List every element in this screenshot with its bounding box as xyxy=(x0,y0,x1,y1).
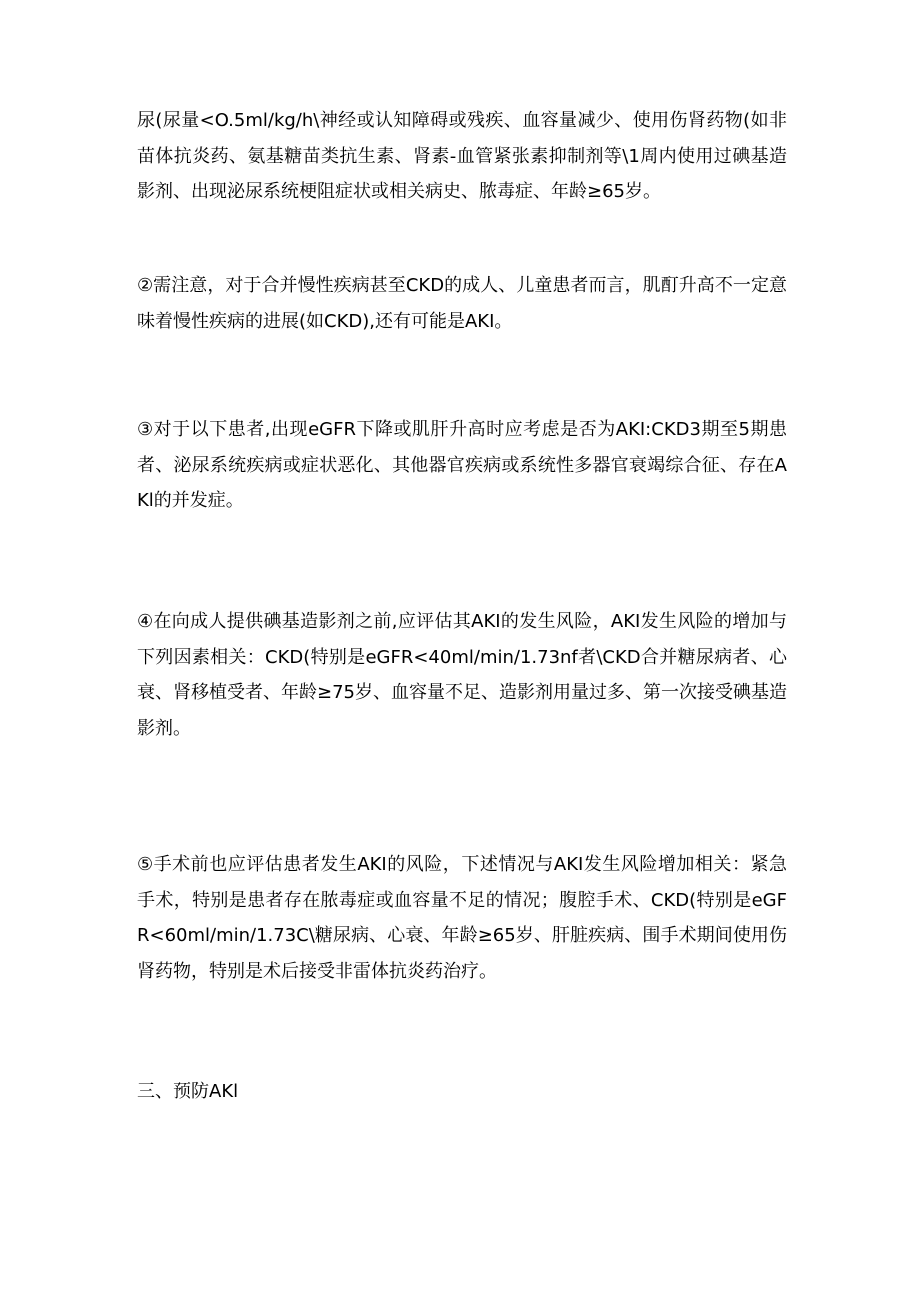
paragraph-note-3: ③对于以下患者,出现eGFR下降或肌肝升高时应考虑是否为AKI:CKD3期至5期患者、泌尿系统疾病或症状恶化、其他器官疾病或系统性多器官衰竭综合征、存在AKl的并发症。 xyxy=(137,419,787,511)
paragraph-risk-factors: 尿(尿量<O.5ml∕kg∕h\神经或认知障碍或残疾、血容量减少、使用伤肾药物(如非苗体抗炎药、氨基糖苗类抗生素、肾素-血管紧张素抑制剂等\1周内使用过碘基造影剂、出现泌尿系统梗阻症状或相关病史、脓毒症、年龄≥65岁。 xyxy=(137,110,787,202)
section-heading-prevention: 三、预防AKl xyxy=(137,1081,239,1102)
paragraph-note-2: ②需注意，对于合并慢性疾病甚至CKD的成人、儿童患者而言，肌酊升高不一定意味着慢性疾病的进展(如CKD),还有可能是AKI。 xyxy=(137,275,787,332)
paragraph-note-4: ④在向成人提供碘基造影剂之前,应评估其AKI的发生风险，AKI发生风险的增加与下列因素相关：CKD(特别是eGFR<40ml∕min∕1.73nf者\CKD合并糖尿病者、心衰、肾移植受者、年龄≥75岁、血容量不足、造影剂用量过多、第一次接受碘基造影剂。 xyxy=(137,611,787,739)
paragraph-note-5: ⑤手术前也应评估患者发生AKI的风险，下述情况与AKI发生风险增加相关：紧急手术，特别是患者存在脓毒症或血容量不足的情况；腹腔手术、CKD(特别是eGFR<60ml∕min∕1.73C\糖尿病、心衰、年龄≥65岁、肝脏疾病、围手术期间使用伤肾药物，特别是术后接受非雷体抗炎药治疗。 xyxy=(137,854,787,982)
